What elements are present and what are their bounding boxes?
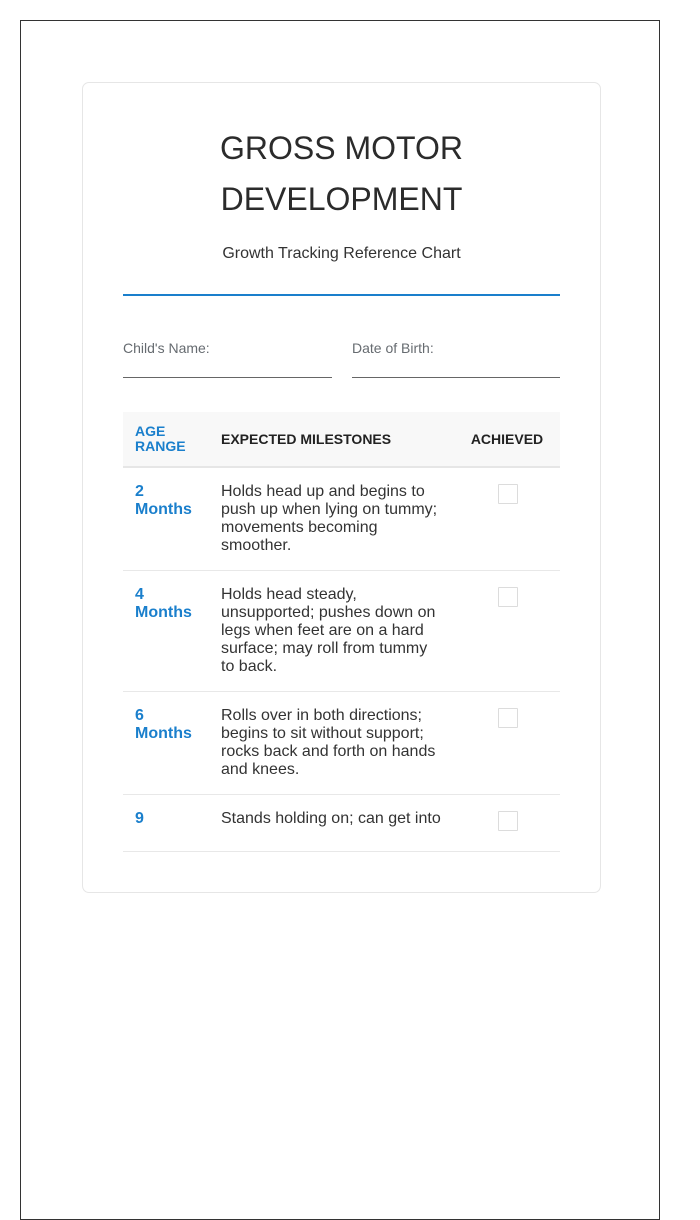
achieved-cell <box>454 467 560 571</box>
header-age-range: AGE RANGE <box>123 412 209 467</box>
age-number: 4 <box>135 586 144 603</box>
age-range-cell <box>123 795 209 852</box>
table-row <box>123 571 560 692</box>
milestone-description: Holds head steady, unsupported; pushes down on legs when feet are on a hard surface; may roll from tummy to back. <box>209 571 454 692</box>
milestone-description: Stands holding on; can get into <box>209 795 454 852</box>
milestone-description: Holds head up and begins to push up when lying on tummy; movements becoming smoother. <box>209 467 454 571</box>
page-subtitle: Growth Tracking Reference Chart <box>222 245 461 262</box>
table-row <box>123 467 560 571</box>
milestone-table <box>123 412 560 852</box>
table-header <box>123 412 560 467</box>
table-body <box>123 467 560 852</box>
table-header-row <box>123 412 560 467</box>
achieved-checkbox[interactable] <box>498 587 518 607</box>
achieved-cell <box>454 571 560 692</box>
child-name-input-line[interactable] <box>123 376 332 378</box>
dob-label: Date of Birth: <box>352 340 434 356</box>
chart-card <box>82 82 601 893</box>
achieved-checkbox[interactable] <box>498 811 518 831</box>
table-row <box>123 692 560 795</box>
dob-input-line[interactable] <box>352 376 560 378</box>
child-name-label: Child's Name: <box>123 340 210 356</box>
age-number: 2 <box>135 483 144 500</box>
age-range-cell <box>123 692 209 795</box>
achieved-checkbox[interactable] <box>498 484 518 504</box>
achieved-cell <box>454 795 560 852</box>
table-row <box>123 795 560 852</box>
age-unit: Months <box>135 604 192 621</box>
child-name-field <box>123 340 332 378</box>
page-frame <box>20 20 660 1220</box>
dob-field <box>352 340 560 378</box>
milestone-description: Rolls over in both directions; begins to sit without support; rocks back and forth on hands and knees. <box>209 692 454 795</box>
page-title: GROSS MOTOR DEVELOPMENT <box>220 130 463 217</box>
age-unit: Months <box>135 725 192 742</box>
title-divider <box>123 294 560 296</box>
child-info-row <box>123 340 560 378</box>
age-range-cell <box>123 571 209 692</box>
achieved-checkbox[interactable] <box>498 708 518 728</box>
age-number: 9 <box>135 810 144 827</box>
age-number: 6 <box>135 707 144 724</box>
age-unit: Months <box>135 501 192 518</box>
achieved-cell <box>454 692 560 795</box>
age-range-cell <box>123 467 209 571</box>
header-achieved: ACHIEVED <box>454 412 560 467</box>
header-expected-milestones: EXPECTED MILESTONES <box>209 412 454 467</box>
